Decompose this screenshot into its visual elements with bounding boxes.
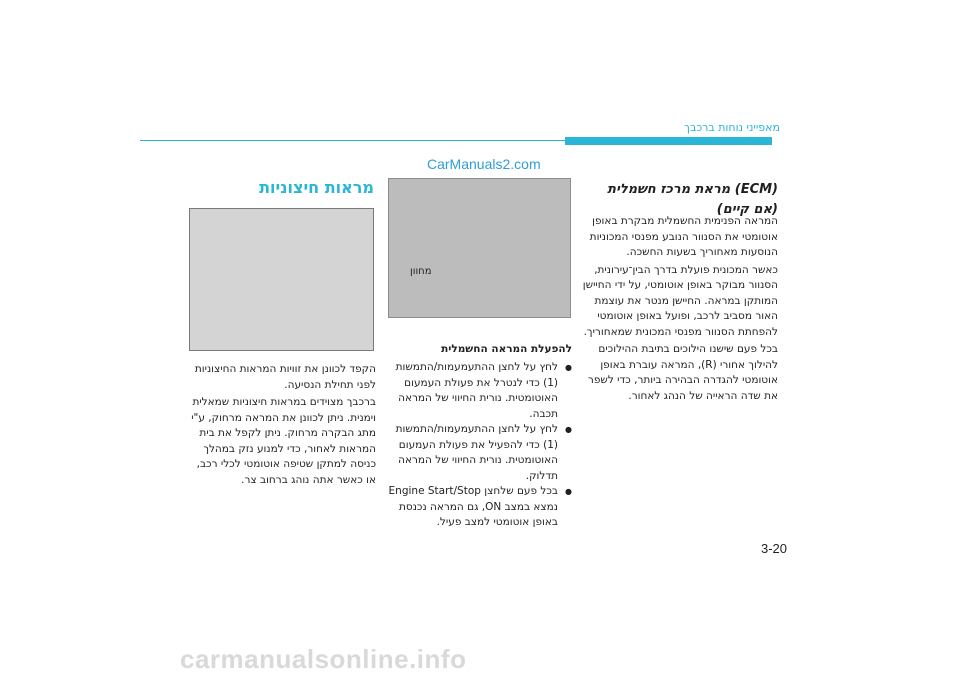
mirror-figure-placeholder [388, 178, 571, 318]
mirror-operation-list [385, 360, 572, 531]
list-item: ● בכל פעם שלחצן Engine Start/Stop נמצא במצב ON, גם המראה נכנסת באופן אוטומטי למצב פעיל. [385, 484, 572, 531]
ecm-title-line-1: (ECM) מראת מרכז חשמלית [607, 182, 778, 197]
header-title: מאפייני נוחות ברכבך [684, 121, 780, 134]
figure-label-indicator: מחוון [410, 266, 432, 277]
ecm-title-line-2: (אם קיים) [716, 202, 778, 217]
outside-mirror-figure-placeholder [189, 208, 374, 351]
header-bar [565, 137, 772, 145]
list-item: ● לחץ על לחצן ההתעמעמות/התמשות (1) כדי לנטרל את פעולת העמעום האוטומטית. נורית החיווי של המראה תכבה. [385, 360, 572, 422]
ecm-paragraph: בכל פעם שישנו הילוכים בתיבת ההילוכים להילוך אחורי (R), המראה עוברת באופן אוטומטי להגדרה הבהירה ביותר, כדי לשפר את שדה הראייה של הנהג לאחור. [587, 343, 778, 402]
header-divider [140, 140, 770, 141]
outside-mirrors-title: מראות חיצוניות [259, 178, 374, 197]
outside-mirrors-paragraph: הקפד לכוונן את זוויות המראות החיצוניות לפני תחילת הנסיעה. [194, 363, 376, 391]
page-number: 3-20 [761, 541, 788, 556]
outside-mirrors-paragraph: ברכבך מצוידים במראות חיצוניות שמאלית וימנית. ניתן לכוונן את המראה מרחוק, ע"י מתג הבקרה מרחוק. ניתן לקפל את בית המראות לאחור, כדי למנוע נזק במהלך כניסה למתקן שטיפה אוטומטי לכלי רכב, או כאשר אתה נוהג ברחוב צר. [191, 396, 376, 486]
list-item: ● לחץ על לחצן ההתעמעמות/התמשות (1) כדי להפעיל את פעולת העמעום האוטומטית. נורית החיווי של המראה תדלוק. [385, 422, 572, 484]
watermark-bottom[interactable]: carmanualsonline.info [180, 644, 467, 674]
ecm-body-text [580, 214, 778, 406]
ecm-paragraph: כאשר המכונית פועלת בדרך הבין־עירונית, הסנוור מבוקר באופן אוטומטי, על ידי החיישן המותקן במראה. החיישן מנטר את עוצמת האור מסביב לרכב, ופועל באופן אוטומטי להפחתת הסנוור מפנסי המכונית שמאחוריך. [582, 263, 778, 338]
watermark-top[interactable]: CarManuals2.com [427, 156, 541, 172]
mirror-operation-heading: להפעלת המראה החשמלית [441, 343, 572, 355]
outside-mirrors-body [186, 362, 376, 490]
ecm-paragraph: המראה הפנימית החשמלית מבקרת באופן אוטומטי את הסנוור הנובע מפנסי המכוניות הנוסעות מאחוריך בשעות החשכה. [589, 215, 778, 258]
